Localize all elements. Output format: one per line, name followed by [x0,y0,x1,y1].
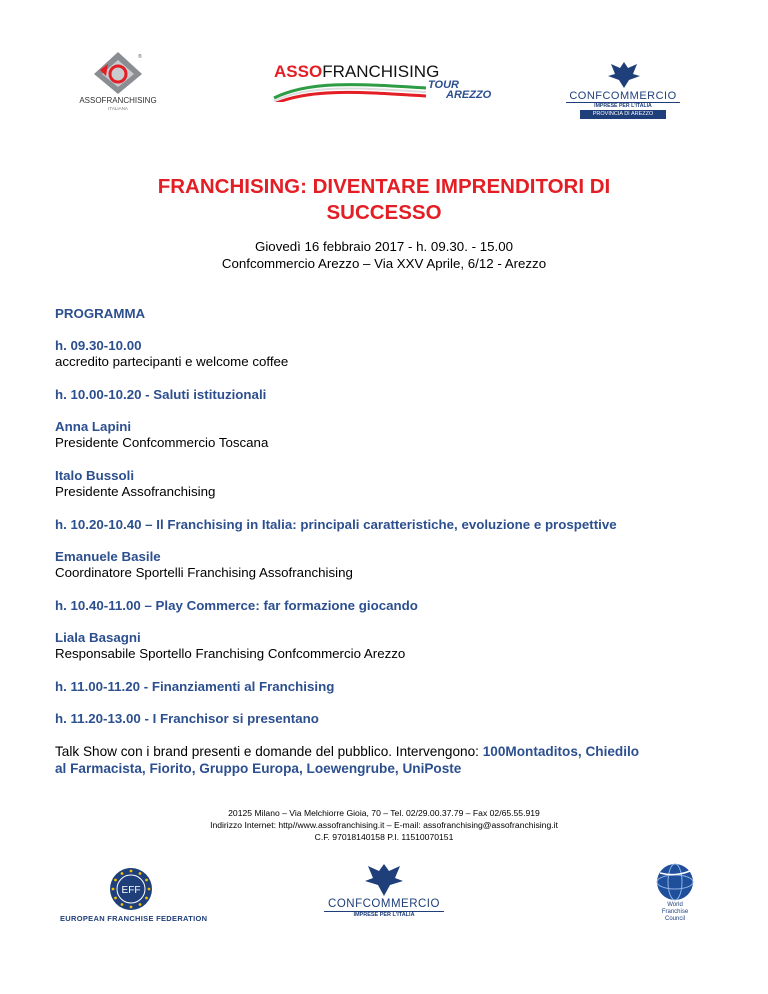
page-title-line2: SUCCESSO [326,201,442,224]
confcommercio-footer-tagline: IMPRESE PER L'ITALIA [353,912,415,918]
talk-show-brands-1: 100Montaditos, Chiedilo [482,744,640,759]
globe-icon [656,863,694,901]
tour-logo-tour: TOUR [428,79,459,91]
program-heading: PROGRAMMA [55,306,146,321]
speaker-1-role: Presidente Confcommercio Toscana [55,435,269,450]
province-badge: PROVINCIA DI AREZZO [580,110,666,119]
assofranchising-logo-sub: ITALIANA [108,106,128,111]
slot-4-title: h. 10.40-11.00 – Play Commerce: far formazione giocando [55,598,418,613]
slot-1-time: h. 09.30-10.00 [55,338,142,353]
speaker-2-name: Italo Bussoli [55,468,135,483]
event-date: Giovedì 16 febbraio 2017 - h. 09.30. - 15.00 [255,239,513,254]
wfc-label: World Franchise Council [661,902,689,922]
event-place: Confcommercio Arezzo – Via XXV Aprile, 6/12 - Arezzo [221,256,547,271]
confcommercio-header-tagline: IMPRESE PER L'ITALIA [594,103,652,109]
slot-5-title: h. 11.00-11.20 - Finanziamenti al Franchising [55,679,335,694]
footer-address: 20125 Milano – Via Melchiorre Gioia, 70 – Tel. 02/29.00.37.79 – Fax 02/65.55.919 [228,808,540,818]
talk-show-brands-2: al Farmacista, Fiorito, Gruppo Europa, Loewengrube, UniPoste [55,761,462,776]
speaker-1-name: Anna Lapini [55,419,132,434]
eff-badge-text: EFF [121,885,141,896]
tour-logo-franchising: FRANCHISING [322,62,440,81]
page-title-line1: FRANCHISING: DIVENTARE IMPRENDITORI DI [157,175,611,198]
speaker-3-role: Coordinatore Sportelli Franchising Assofranchising [55,565,353,580]
slot-1-desc: accredito partecipanti e welcome coffee [55,354,289,369]
eagle-icon [364,862,404,898]
footer-contacts: Indirizzo Internet: http//www.assofranchising.it – E-mail: assofranchising@assofranchising.it [210,820,558,830]
speaker-4-name: Liala Basagni [55,630,141,645]
assofranchising-emblem-icon [92,50,144,96]
assofranchising-logo-text: ASSOFRANCHISING [79,96,157,105]
eff-globe-icon [108,866,154,912]
tricolor-swoosh-icon [270,80,430,102]
page-title [0,174,768,226]
slot-3-title: h. 10.20-10.40 – Il Franchising in Italia: principali caratteristiche, evoluzione e prospettive [55,517,617,532]
tour-logo-city: AREZZO [446,89,492,101]
slot-6-title: h. 11.20-13.00 - I Franchisor si presentano [55,711,319,726]
tour-logo-asso: ASSO [274,62,323,81]
footer-tax-ids: C.F. 97018140158 P.I. 11510070151 [314,832,454,842]
confcommercio-header-name: CONFCOMMERCIO [569,90,677,102]
speaker-4-role: Responsabile Sportello Franchising Confcommercio Arezzo [55,646,406,661]
slot-2-title: h. 10.00-10.20 - Saluti istituzionali [55,387,267,402]
talk-show-paragraph [55,743,745,777]
confcommercio-footer-name: CONFCOMMERCIO [328,898,440,910]
talk-show-intro: Talk Show con i brand presenti e domande del pubblico. Intervengono: [55,744,483,759]
speaker-2-role: Presidente Assofranchising [55,484,216,499]
svg-text:®: ® [138,54,142,60]
eff-label: EUROPEAN FRANCHISE FEDERATION [60,914,208,923]
speaker-3-name: Emanuele Basile [55,549,161,564]
eagle-icon [607,60,641,90]
